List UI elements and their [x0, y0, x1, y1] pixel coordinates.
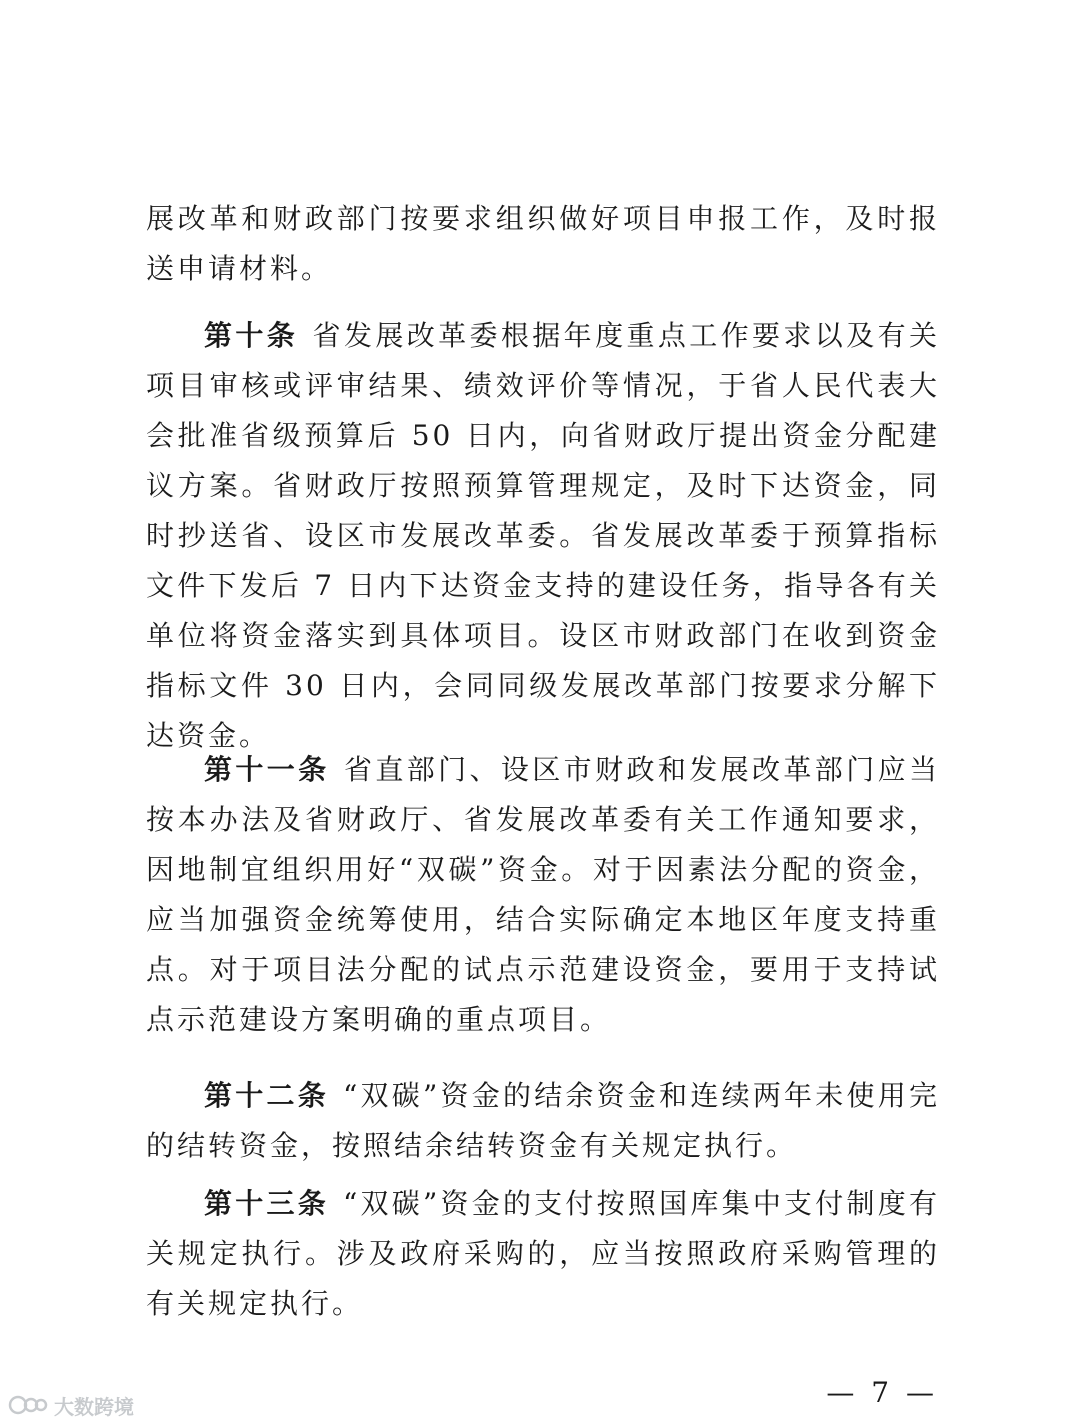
article-body: “双碳”资金的结余资金和连续两年未使用完的结转资金，按照结余结转资金有关规定执行。 [146, 1079, 940, 1162]
article-body: 省发展改革委根据年度重点工作要求以及有关项目审核或评审结果、绩效评价等情况，于省人民代表大会批准省级预算后 50 日内，向省财政厅提出资金分配建议方案。省财政厅按照预算管理规定，及时下达资金，同时抄送省、设区市发展改革委。省发展改革委于预算指标文件下发后 7 日内下达资金支持的建设任务，指导各有关单位将资金落实到具体项目。设区市财政部门在收到资金指标文件 30 日内，会同同级发展改革部门按要求分解下达资金。 [146, 319, 940, 752]
page-number: — 7 — [826, 1376, 938, 1409]
article-title: 第十一条 [204, 753, 330, 786]
watermark-logo-icon [8, 1393, 48, 1417]
article-11 [146, 745, 940, 1045]
document-body [146, 194, 940, 294]
article-title: 第十二条 [204, 1079, 329, 1112]
continuation-paragraph: 展改革和财政部门按要求组织做好项目申报工作，及时报送申请材料。 [146, 202, 940, 285]
watermark [8, 1390, 134, 1420]
article-body: “双碳”资金的支付按照国库集中支付制度有关规定执行。涉及政府采购的，应当按照政府采购管理的有关规定执行。 [146, 1187, 940, 1320]
article-10 [146, 311, 940, 761]
article-title: 第十条 [204, 319, 299, 352]
article-12 [146, 1071, 940, 1171]
watermark-text: 大数跨境 [54, 1394, 134, 1419]
article-body: 省直部门、设区市财政和发展改革部门应当按本办法及省财政厅、省发展改革委有关工作通知要求，因地制宜组织用好“双碳”资金。对于因素法分配的资金，应当加强资金统筹使用，结合实际确定本地区年度支持重点。对于项目法分配的试点示范建设资金，要用于支持试点示范建设方案明确的重点项目。 [146, 753, 940, 1036]
article-title: 第十三条 [204, 1187, 329, 1220]
article-13 [146, 1179, 940, 1329]
